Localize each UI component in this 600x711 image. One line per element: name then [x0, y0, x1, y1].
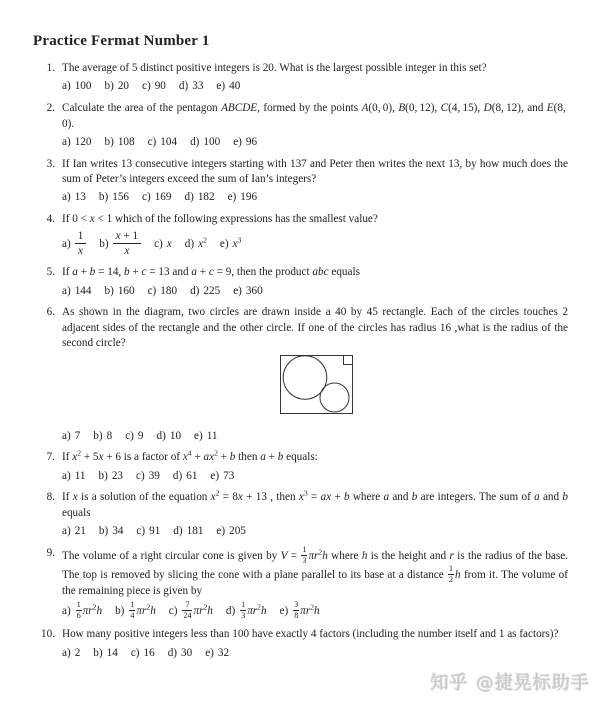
- option-label: c): [125, 429, 134, 442]
- answer-option: [62, 191, 86, 203]
- question-body: [62, 627, 568, 660]
- answer-option: [93, 647, 118, 659]
- answer-option: [125, 430, 143, 442]
- question: [33, 546, 568, 621]
- answer-option: [226, 601, 267, 620]
- option-value: 32: [217, 646, 230, 659]
- question: [33, 305, 568, 443]
- option-label: d): [178, 80, 189, 93]
- answer-option: [142, 80, 166, 92]
- option-value: 11: [74, 469, 86, 482]
- option-label: b): [93, 429, 103, 442]
- option-value: $\frac{1}{4}$ $\pi r^2h$: [130, 600, 156, 621]
- question: [33, 61, 568, 94]
- answer-option: [233, 285, 262, 297]
- answer-option: [98, 470, 123, 482]
- option-value: 13: [74, 191, 86, 204]
- option-label: a): [62, 469, 71, 482]
- option-label: c): [168, 604, 178, 617]
- option-value: 40: [229, 80, 241, 93]
- option-label: b): [93, 646, 103, 659]
- option-label: c): [136, 469, 145, 482]
- question-body: [62, 157, 568, 206]
- option-label: d): [190, 284, 200, 297]
- answer-option: [169, 601, 213, 620]
- question-body: [62, 546, 568, 621]
- question: [33, 212, 568, 258]
- answer-option: [62, 647, 80, 659]
- option-label: a): [62, 525, 71, 537]
- answer-option: [62, 525, 86, 537]
- option-label: e): [233, 284, 242, 297]
- option-label: b): [98, 191, 109, 204]
- option-value: 120: [74, 135, 92, 148]
- answer-option: [194, 430, 217, 442]
- option-value: 61: [186, 469, 198, 482]
- answer-option: [99, 525, 124, 537]
- option-label: b): [104, 135, 114, 148]
- option-value: $\frac{1}{6}$ $\pi r^2h$: [76, 600, 103, 621]
- question-text: How many positive integers less than 100 have exactly 4 factors (including the number itself and 1 as factors)?: [62, 628, 559, 641]
- option-label: b): [104, 80, 114, 93]
- question-number: 1.: [46, 62, 55, 74]
- option-label: c): [142, 191, 151, 204]
- answer-option: [168, 647, 193, 659]
- answer-option: [228, 191, 257, 203]
- option-label: a): [62, 429, 71, 442]
- option-value: $\frac{1}{x}$: [75, 230, 87, 259]
- answer-option: [93, 430, 112, 442]
- answer-options: [62, 645, 568, 661]
- option-label: e): [227, 191, 237, 204]
- option-label: e): [279, 604, 289, 617]
- answer-options: [62, 283, 568, 299]
- answer-option: [99, 230, 141, 259]
- answer-option: [62, 80, 91, 92]
- option-label: d): [156, 429, 166, 442]
- option-value: 225: [203, 284, 221, 297]
- question-number: 7.: [46, 451, 55, 464]
- option-value: 156: [112, 191, 129, 204]
- option-value: 144: [74, 284, 92, 297]
- option-value: $\frac{3}{8}$ $\pi r^2h$: [294, 600, 320, 621]
- question-number: 5.: [46, 266, 55, 279]
- question-body: [62, 101, 568, 150]
- option-value: 33: [192, 80, 204, 93]
- question-text: The average of 5 distinct positive integers is 20. What is the largest possible integer in this set?: [62, 62, 487, 74]
- question-number: 8.: [46, 491, 55, 504]
- option-label: d): [225, 604, 236, 617]
- answer-option: [104, 80, 129, 92]
- option-label: e): [219, 237, 229, 250]
- question: [33, 490, 568, 539]
- answer-option: [136, 525, 160, 537]
- question: [33, 157, 568, 206]
- question-number: 9.: [46, 546, 55, 559]
- answer-option: [216, 80, 240, 92]
- answer-options: [62, 468, 568, 484]
- option-label: c): [154, 237, 163, 250]
- answer-option: [173, 525, 203, 537]
- question-body: [62, 265, 568, 298]
- question-text: If x is a solution of the equation $x^2 = 8x + 13$ , then $x^3$ = ax + b where a and b are integers. The sum of a and b equals: [62, 488, 568, 519]
- option-label: d): [184, 191, 194, 204]
- answer-option: [173, 470, 198, 482]
- answer-option: [184, 191, 214, 203]
- answer-option: [115, 601, 156, 620]
- answer-option: [62, 430, 80, 442]
- option-label: d): [173, 525, 183, 537]
- question-body: [62, 490, 568, 539]
- question-text: If 0 < x < 1 which of the following expressions has the smallest value?: [62, 213, 378, 225]
- option-label: c): [136, 525, 146, 537]
- option-value: 90: [154, 80, 166, 93]
- option-label: e): [216, 80, 226, 93]
- question-number: 2.: [46, 102, 55, 114]
- answer-option: [62, 230, 86, 259]
- option-value: 7: [74, 429, 81, 442]
- answer-option: [136, 470, 160, 482]
- question: [33, 265, 568, 298]
- option-value: x: [166, 237, 172, 250]
- answer-option: [62, 285, 91, 297]
- option-value: 169: [154, 191, 172, 204]
- option-label: b): [98, 525, 109, 537]
- answer-option: [184, 235, 207, 250]
- diagram-corner-square: [344, 355, 353, 364]
- option-label: a): [62, 646, 71, 659]
- question-text: If a + b = 14, b + c = 13 and a + c = 9, then the product abc equals: [62, 266, 360, 279]
- question-list: [33, 61, 568, 660]
- question: [33, 450, 568, 483]
- question-text: Calculate the area of the pentagon ABCDE, formed by the points A(0, 0), B(0, 12), C(4, 15), D(8, 12), and E(8, 0).: [62, 102, 568, 130]
- option-value: 21: [74, 525, 86, 537]
- question-body: [62, 212, 568, 258]
- option-value: 108: [117, 135, 135, 148]
- option-label: b): [115, 604, 125, 617]
- option-value: 360: [245, 284, 263, 297]
- option-value: $\frac{7}{24}$ $\pi r^2h$: [183, 600, 213, 621]
- two-circles-in-rectangle-diagram: [280, 355, 354, 415]
- answer-option: [157, 430, 182, 442]
- answer-option: [148, 136, 177, 148]
- option-value: 14: [106, 646, 118, 659]
- answer-options: [62, 230, 568, 259]
- option-value: 180: [160, 284, 178, 297]
- option-value: 30: [181, 646, 193, 659]
- answer-options: [62, 523, 568, 539]
- page-title: Practice Fermat Number 1: [33, 33, 210, 49]
- option-label: d): [190, 135, 200, 148]
- diagram-slot: [62, 355, 568, 415]
- answer-options: [62, 601, 568, 620]
- option-value: 10: [169, 429, 182, 442]
- option-value: 100: [74, 80, 92, 93]
- answer-option: [205, 647, 229, 659]
- answer-option: [131, 647, 155, 659]
- option-label: d): [167, 646, 178, 659]
- option-value: $x^3$: [232, 235, 242, 250]
- option-label: e): [194, 429, 203, 442]
- option-label: b): [99, 237, 109, 250]
- answer-option: [216, 525, 245, 537]
- option-label: a): [62, 191, 71, 204]
- option-value: 205: [229, 525, 246, 537]
- option-label: c): [130, 646, 140, 659]
- question-number: 4.: [46, 213, 55, 225]
- answer-option: [104, 285, 134, 297]
- option-label: b): [98, 469, 108, 482]
- option-value: 182: [197, 191, 215, 204]
- option-value: 2: [74, 646, 81, 659]
- answer-option: [99, 191, 129, 203]
- answer-option: [190, 136, 220, 148]
- question: [33, 101, 568, 150]
- answer-option: [62, 470, 85, 482]
- answer-option: [233, 136, 257, 148]
- option-label: d): [184, 237, 195, 250]
- answer-option: [219, 235, 242, 250]
- question-body: [62, 305, 568, 443]
- option-value: $\frac{x + 1}{x}$: [113, 230, 141, 259]
- zhihu-watermark: 知乎 @捷晃标助手: [430, 673, 590, 694]
- question-number: 3.: [46, 157, 55, 170]
- answer-option: [179, 80, 204, 92]
- question-number: 6.: [46, 306, 55, 319]
- answer-option: [142, 191, 171, 203]
- option-label: a): [62, 135, 71, 148]
- option-label: a): [62, 237, 71, 250]
- option-value: 39: [148, 469, 160, 482]
- answer-options: [62, 134, 568, 150]
- option-value: $x^2$: [198, 235, 207, 250]
- option-value: $\frac{1}{3}$ $\pi r^2h$: [241, 600, 267, 621]
- option-value: 73: [223, 469, 235, 482]
- answer-options: [62, 190, 568, 206]
- option-value: 16: [143, 646, 155, 659]
- answer-option: [210, 470, 234, 482]
- question-text: The volume of a right circular cone is given by V = $\frac{1}{3}$ $\pi r^2h$ where h is the height and r is the radius of the base. The top is removed by slicing the cone with a plane parallel to its base at a distance $\frac{1}{2}$ h from it. The volume of the remaining piece is given by: [62, 544, 568, 597]
- answer-option: [154, 238, 172, 250]
- option-value: 104: [160, 135, 178, 148]
- answer-option: [148, 285, 177, 297]
- answer-option: [62, 136, 91, 148]
- option-label: e): [233, 135, 242, 148]
- option-label: a): [62, 80, 71, 93]
- option-value: 181: [186, 525, 204, 537]
- option-label: a): [62, 604, 71, 617]
- option-value: 23: [111, 469, 123, 482]
- answer-options: [62, 428, 568, 444]
- option-label: c): [142, 80, 151, 93]
- answer-option: [62, 601, 102, 620]
- diagram-large-circle: [283, 355, 327, 399]
- question-number: 10.: [41, 628, 55, 641]
- option-value: 100: [203, 135, 221, 148]
- question-body: [62, 61, 568, 94]
- question-body: [62, 450, 568, 483]
- option-value: 91: [149, 525, 161, 537]
- option-label: c): [147, 284, 157, 297]
- answer-option: [280, 601, 320, 620]
- option-value: 9: [137, 429, 144, 442]
- question-text: If $x^2 + 5x + 6$ is a factor of $x^4 + ax^2 + b$ then a + b equals:: [62, 448, 318, 464]
- answer-options: [62, 79, 568, 95]
- option-value: 11: [206, 429, 218, 442]
- option-value: 34: [112, 525, 124, 537]
- option-label: b): [104, 284, 114, 297]
- question: [33, 627, 568, 660]
- option-value: 8: [106, 429, 113, 442]
- answer-option: [190, 285, 220, 297]
- option-label: e): [210, 469, 220, 482]
- question-text: If Ian writes 13 consecutive integers starting with 137 and Peter then writes the next 13, by how much does the sum of Peter’s integers exceed the sum of Ian’s integers?: [62, 157, 568, 185]
- option-value: 20: [117, 80, 129, 93]
- option-label: c): [147, 135, 157, 148]
- option-value: 196: [240, 191, 258, 204]
- option-label: a): [62, 284, 71, 297]
- option-value: 96: [245, 135, 258, 148]
- question-text: As shown in the diagram, two circles are drawn inside a 40 by 45 rectangle. Each of the circles touches 2 adjacent sides of the rectangle and the other circle. If one of the circles has radius 16 ,what is the radius of the second circle?: [62, 306, 568, 350]
- option-label: e): [205, 646, 214, 659]
- option-value: 160: [117, 284, 135, 297]
- diagram-small-circle: [320, 383, 349, 412]
- option-label: e): [216, 525, 226, 537]
- answer-option: [104, 136, 134, 148]
- option-label: d): [172, 469, 183, 482]
